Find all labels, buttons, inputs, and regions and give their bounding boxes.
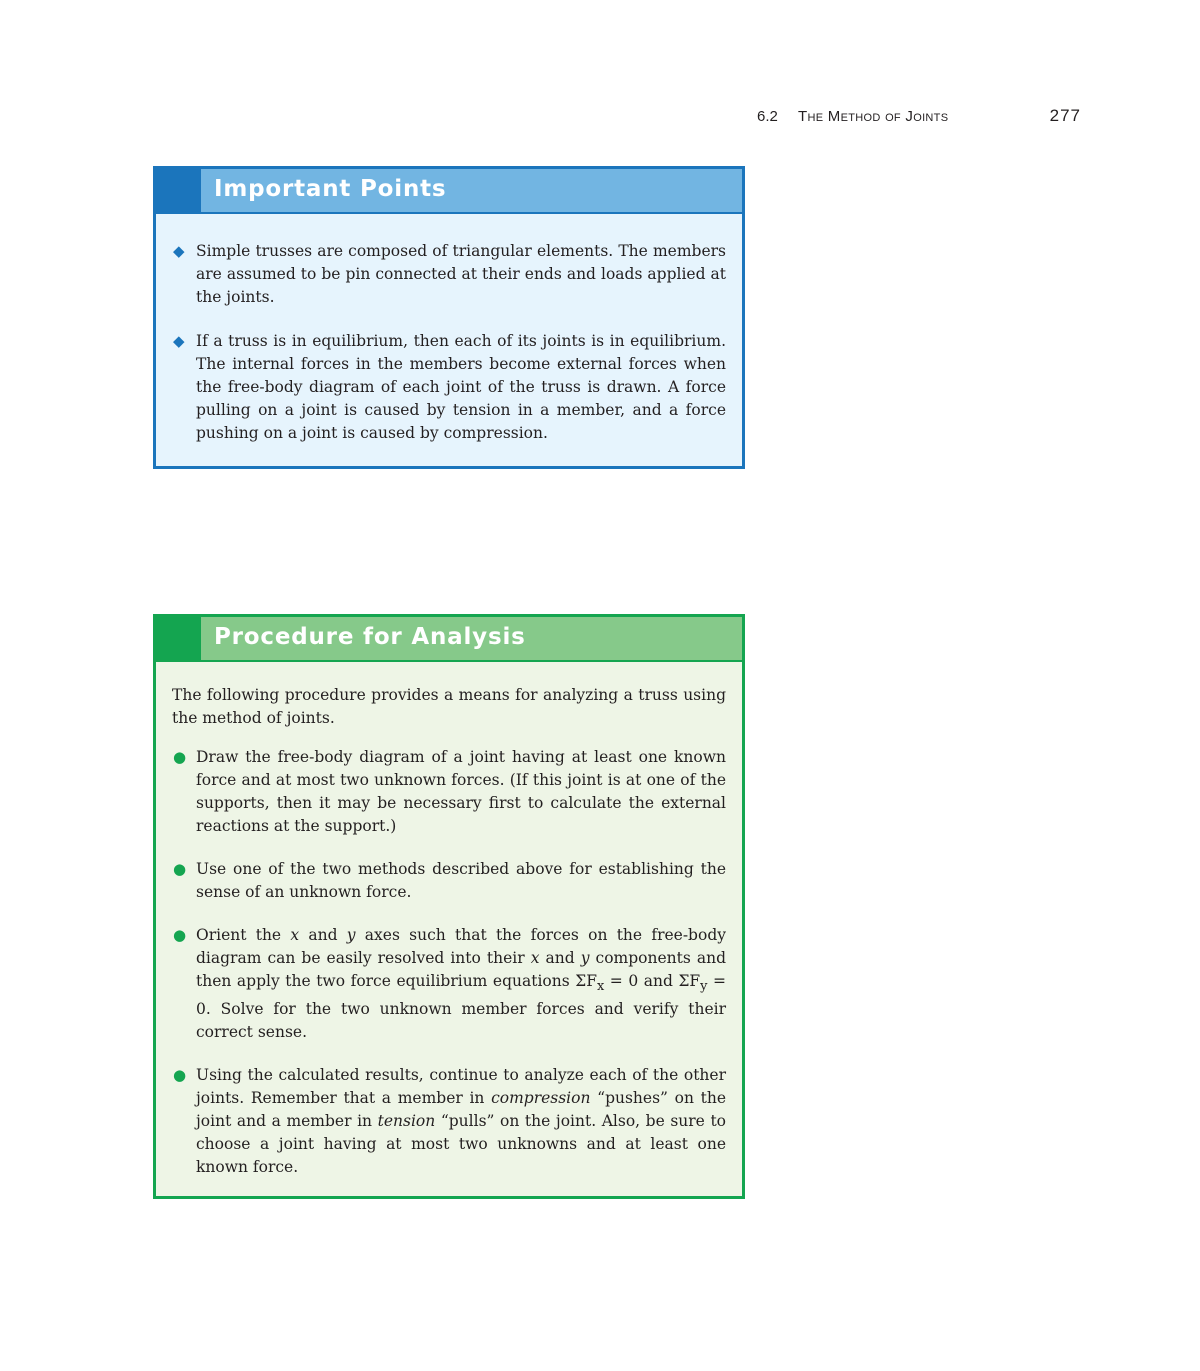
header-tab-block (156, 169, 201, 214)
important-point-text: Simple trusses are composed of triangular elements. The members are assumed to be pin connected at their ends and loads applied at the joints. (196, 242, 726, 306)
important-point-text: If a truss is in equilibrium, then each of its joints is in equilibrium. The internal forces in the members become external forces when the free-body diagram of each joint of the truss is drawn. A force pulling on a joint is caused by tension in a member, and a force pushing on a joint is caused by compression. (196, 332, 726, 442)
text-run: Using the calculated results, continue to analyze each of the other joints. Remember that a member in (196, 1066, 726, 1108)
bullet-icon: ● (173, 926, 187, 944)
procedure-header (156, 617, 742, 662)
list-item (156, 330, 742, 445)
bullet-icon: ◆ (173, 332, 185, 350)
important-points-header (156, 169, 742, 214)
important-points-title: Important Points (214, 176, 447, 202)
important-points-list (156, 240, 742, 445)
procedure-step-text: Draw the free-body diagram of a joint having at least one known force and at most two unknown forces. (If this joint is at one of the supports, then it may be necessary first to calculate the external reactions at the support.) (196, 748, 726, 835)
procedure-box (153, 614, 745, 1199)
list-item (156, 746, 742, 838)
list-item (156, 924, 742, 1044)
subscript-x: x (596, 979, 605, 995)
list-item (156, 240, 742, 309)
section-number: 6.2 (757, 108, 778, 125)
section-title: The Method of Joints (798, 108, 949, 125)
procedure-steps (156, 746, 742, 1179)
text-run: and (539, 949, 581, 967)
text-run: axes such that the forces on the free-body diagram can be easily resolved into their (196, 926, 726, 967)
math-var-x: x (530, 949, 540, 967)
page-number: 277 (1049, 106, 1081, 125)
bullet-icon: ● (173, 748, 187, 766)
bullet-icon: ● (173, 860, 187, 878)
procedure-step-text (196, 1066, 726, 1176)
procedure-step-text (196, 926, 726, 1041)
running-head (757, 106, 1081, 130)
math-var-y: y (346, 926, 356, 944)
procedure-title: Procedure for Analysis (214, 624, 526, 650)
bullet-icon: ● (173, 1066, 187, 1085)
math-var-x: x (290, 926, 300, 944)
text-run: = 0. Solve for the two unknown member forces and verify their correct sense. (196, 972, 726, 1042)
list-item (156, 858, 742, 904)
math-var-y: y (580, 949, 590, 967)
emphasis-tension: tension (377, 1112, 436, 1131)
text-run: “pulls” on the joint. Also, be sure to choose a joint having at most two unknowns and at least one known force. (196, 1112, 726, 1177)
important-points-box (153, 166, 745, 469)
list-item (156, 1064, 742, 1179)
header-tab-block (156, 617, 201, 662)
bullet-icon: ◆ (173, 242, 185, 260)
text-run: “pushes” on the joint and a member in (196, 1089, 726, 1131)
text-run: and (299, 926, 347, 944)
text-run: Orient the (196, 926, 291, 944)
subscript-y: y (700, 979, 708, 995)
text-run: = 0 and ΣF (604, 972, 701, 990)
procedure-step-text: Use one of the two methods described above for establishing the sense of an unknown force. (196, 860, 726, 901)
procedure-intro: The following procedure provides a means for analyzing a truss using the method of joints. (172, 686, 726, 727)
emphasis-compression: compression (491, 1089, 591, 1108)
text-run: components and then apply the two force equilibrium equations ΣF (196, 949, 726, 990)
